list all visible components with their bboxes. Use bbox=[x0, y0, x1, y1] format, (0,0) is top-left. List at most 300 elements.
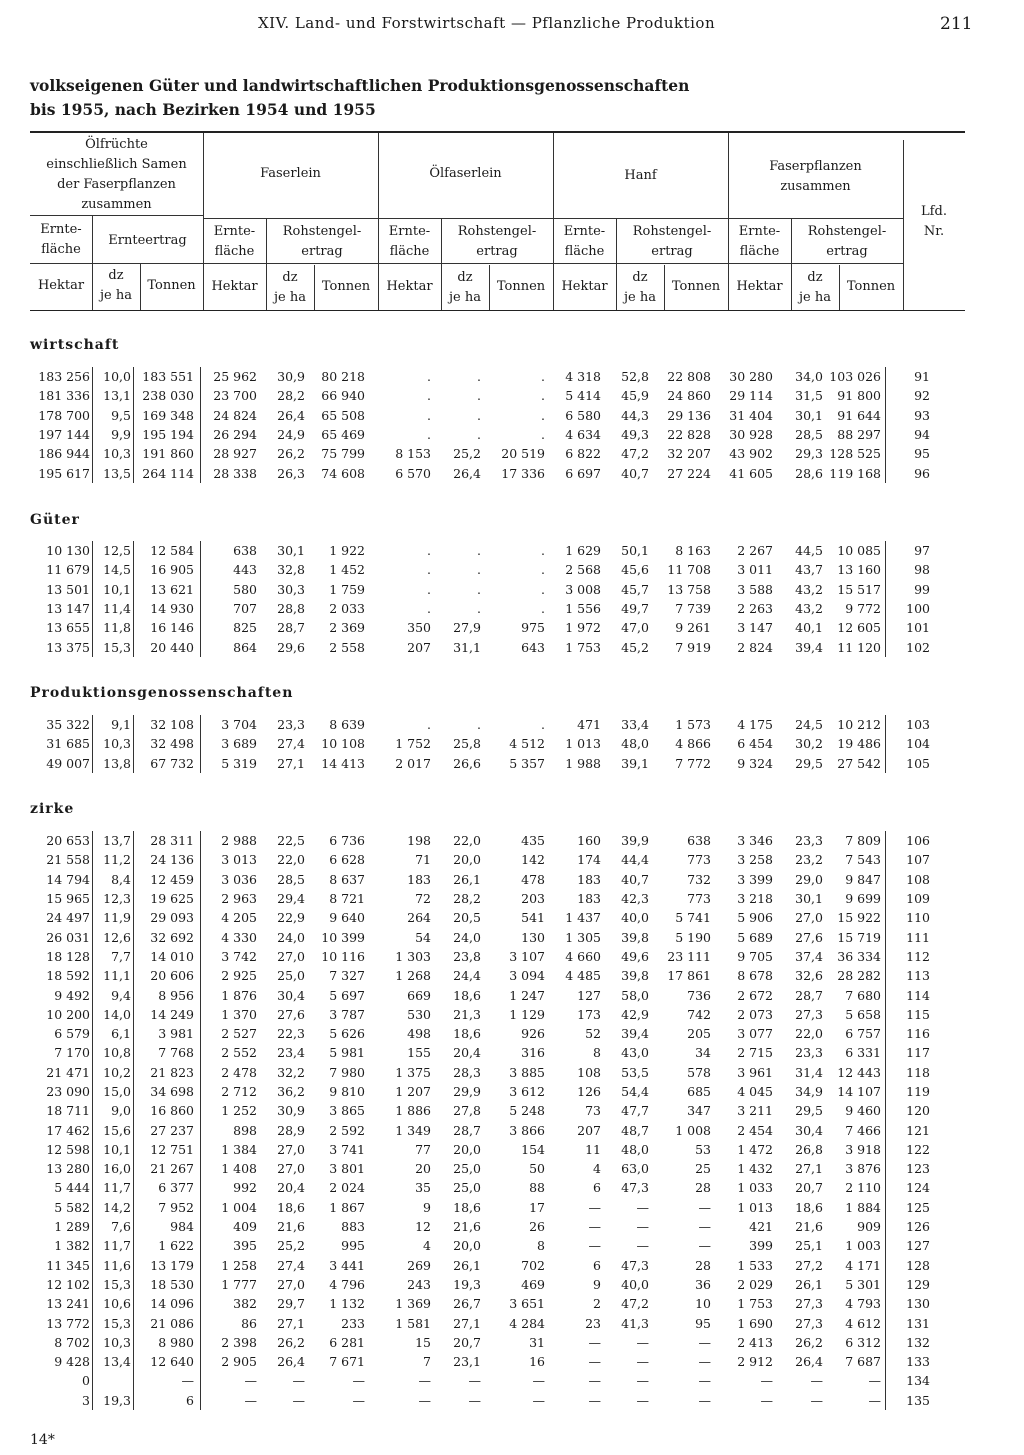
table-cell: 183 bbox=[407, 871, 431, 887]
table-cell: 3 961 bbox=[737, 1064, 773, 1080]
table-cell: 3 077 bbox=[737, 1026, 773, 1042]
table-cell: — bbox=[636, 1373, 649, 1389]
table-cell: 7 466 bbox=[845, 1122, 881, 1138]
table-cell: 29,3 bbox=[795, 446, 823, 462]
table-cell: 1 753 bbox=[565, 639, 601, 655]
table-cell: — bbox=[698, 1334, 711, 1350]
table-cell: 1 349 bbox=[395, 1122, 431, 1138]
table-cell: 28 bbox=[695, 1180, 711, 1196]
table-cell: 18,6 bbox=[453, 1026, 481, 1042]
header-erntefläche: Ernte- fläche bbox=[563, 224, 606, 259]
table-row bbox=[30, 1159, 934, 1178]
table-cell: 11 bbox=[585, 1141, 601, 1157]
table-cell: 25 bbox=[695, 1161, 711, 1177]
table-cell: 3 865 bbox=[329, 1103, 365, 1119]
table-cell: 1 437 bbox=[565, 910, 601, 926]
table-row bbox=[30, 947, 934, 966]
table-cell: 39,8 bbox=[621, 929, 649, 945]
table-cell: 94 bbox=[886, 425, 935, 444]
table-cell: — bbox=[588, 1238, 601, 1254]
table-cell: 6 757 bbox=[845, 1026, 881, 1042]
table-cell: 28,7 bbox=[795, 987, 823, 1003]
table-cell: 21 558 bbox=[46, 852, 90, 868]
table-cell: 107 bbox=[886, 850, 935, 869]
table-cell: 41,3 bbox=[621, 1315, 649, 1331]
table-cell: 26,2 bbox=[277, 1334, 305, 1350]
table-cell: 20,7 bbox=[453, 1334, 481, 1350]
table-cell: 8 702 bbox=[54, 1334, 90, 1350]
table-cell: 18,6 bbox=[277, 1199, 305, 1215]
table-cell: 1 008 bbox=[675, 1122, 711, 1138]
table-cell: 13,7 bbox=[93, 831, 134, 850]
table-cell: . bbox=[541, 601, 545, 617]
table-cell: 173 bbox=[577, 1006, 601, 1022]
table-cell: 2 073 bbox=[737, 1006, 773, 1022]
table-cell: 17 bbox=[529, 1199, 545, 1215]
table-cell: 65 469 bbox=[321, 427, 365, 443]
table-cell: — bbox=[588, 1354, 601, 1370]
table-cell: — bbox=[588, 1373, 601, 1389]
table-cell: . bbox=[427, 388, 431, 404]
table-cell: 23,4 bbox=[277, 1045, 305, 1061]
table-cell: 233 bbox=[341, 1315, 365, 1331]
header-rohstengelertrag: Rohstengel- ertrag bbox=[807, 224, 887, 259]
table-cell: 27,0 bbox=[277, 1141, 305, 1157]
table-cell: 643 bbox=[521, 639, 545, 655]
section-label-wirtschaft: wirtschaft bbox=[30, 337, 120, 353]
table-cell: 33,4 bbox=[621, 717, 649, 733]
table-cell: 2 712 bbox=[201, 1082, 262, 1101]
table-cell: 15 bbox=[415, 1334, 431, 1350]
table-cell: 183 551 bbox=[134, 367, 201, 386]
table-cell: — bbox=[760, 1373, 773, 1389]
table-cell: — bbox=[201, 1391, 262, 1410]
table-cell: 53 bbox=[695, 1141, 711, 1157]
table-cell: 20 440 bbox=[134, 637, 201, 656]
table-cell: 19 625 bbox=[134, 889, 201, 908]
table-cell: 4 660 bbox=[565, 948, 601, 964]
table-cell: 26,4 bbox=[453, 465, 481, 481]
table-cell: 15,0 bbox=[93, 1082, 134, 1101]
table-cell: 7 768 bbox=[134, 1043, 201, 1062]
table-cell: 2 398 bbox=[201, 1333, 262, 1352]
table-cell: — bbox=[352, 1373, 365, 1389]
table-cell: 15,3 bbox=[93, 1275, 134, 1294]
table-cell: 3 441 bbox=[329, 1257, 365, 1273]
table-cell: 2 672 bbox=[737, 987, 773, 1003]
table-cell: 197 144 bbox=[38, 427, 90, 443]
table-cell: 23 bbox=[585, 1315, 601, 1331]
table-cell: 14,5 bbox=[93, 560, 134, 579]
table-cell: — bbox=[698, 1354, 711, 1370]
table-cell: 207 bbox=[577, 1122, 601, 1138]
table-cell: 24 136 bbox=[134, 850, 201, 869]
table-cell: 5 582 bbox=[54, 1199, 90, 1215]
table-cell: 4 866 bbox=[675, 736, 711, 752]
table-cell: 13 621 bbox=[134, 580, 201, 599]
data-table-bezirke bbox=[30, 831, 934, 1410]
table-cell: 3 801 bbox=[329, 1161, 365, 1177]
unit-tonnen: Tonnen bbox=[496, 279, 546, 294]
table-cell: 10 399 bbox=[321, 929, 365, 945]
header-faserpflanzen: Faserpflanzen zusammen bbox=[769, 159, 862, 194]
table-cell: 13 758 bbox=[667, 581, 711, 597]
table-cell: . bbox=[477, 717, 481, 733]
table-cell: 132 bbox=[886, 1333, 935, 1352]
table-cell: 11,8 bbox=[93, 618, 134, 637]
table-cell: 54,4 bbox=[621, 1084, 649, 1099]
table-cell: 5 981 bbox=[329, 1045, 365, 1061]
table-cell: 40,7 bbox=[621, 871, 649, 887]
table-cell: 5 658 bbox=[845, 1006, 881, 1022]
table-cell: 1 759 bbox=[329, 581, 365, 597]
table-cell: 40,0 bbox=[621, 910, 649, 926]
table-cell: 27,6 bbox=[795, 929, 823, 945]
table-cell: 18 128 bbox=[46, 948, 90, 964]
table-cell: 125 bbox=[886, 1198, 935, 1217]
table-cell: — bbox=[418, 1373, 431, 1389]
table-cell: 99 bbox=[886, 580, 935, 599]
table-cell: 18 530 bbox=[134, 1275, 201, 1294]
table-cell: 10 bbox=[695, 1296, 711, 1312]
header-erntefläche: Ernte- fläche bbox=[388, 224, 431, 259]
table-cell: 2 263 bbox=[737, 601, 773, 617]
table-cell: 191 860 bbox=[134, 444, 201, 463]
table-cell: 2 824 bbox=[737, 639, 773, 655]
table-cell: 1 369 bbox=[395, 1296, 431, 1312]
table-cell: 25,0 bbox=[453, 1161, 481, 1177]
table-cell: 91 bbox=[886, 367, 935, 386]
table-cell: 21 823 bbox=[134, 1063, 201, 1082]
table-cell: 14 096 bbox=[134, 1294, 201, 1313]
table-cell: 31,1 bbox=[453, 639, 481, 655]
table-cell: 195 194 bbox=[134, 425, 201, 444]
table-cell: 17 336 bbox=[501, 465, 545, 481]
table-cell: 3 981 bbox=[134, 1024, 201, 1043]
table-row bbox=[30, 386, 934, 405]
table-cell: 183 bbox=[577, 871, 601, 887]
table-cell: 169 348 bbox=[134, 406, 201, 425]
table-cell: 13 375 bbox=[46, 639, 90, 655]
table-cell: 39,4 bbox=[795, 639, 823, 655]
table-cell: 24,0 bbox=[277, 929, 305, 945]
table-row bbox=[30, 889, 934, 908]
table-cell: 106 bbox=[886, 831, 935, 850]
table-cell: 29,6 bbox=[277, 639, 305, 655]
table-row bbox=[30, 985, 934, 1004]
table-cell: 130 bbox=[886, 1294, 935, 1313]
table-cell: 13 280 bbox=[46, 1161, 90, 1177]
table-cell: 3 bbox=[82, 1392, 90, 1408]
table-cell: 124 bbox=[886, 1178, 935, 1197]
data-table-lpg bbox=[30, 715, 934, 773]
table-cell: 669 bbox=[407, 987, 431, 1003]
table-cell: 27 237 bbox=[134, 1120, 201, 1139]
header-ernteertrag: Ernteertrag bbox=[108, 233, 187, 248]
table-cell: 47,2 bbox=[621, 446, 649, 462]
table-cell: 1 033 bbox=[737, 1180, 773, 1196]
table-cell: 45,7 bbox=[621, 581, 649, 597]
table-cell: 100 bbox=[886, 599, 935, 618]
table-cell: 2 963 bbox=[201, 889, 262, 908]
table-cell: 14 413 bbox=[321, 755, 365, 771]
table-cell: 20,0 bbox=[453, 852, 481, 868]
table-cell: 24 860 bbox=[667, 388, 711, 404]
table-cell: 3 918 bbox=[845, 1141, 881, 1157]
table-cell: 73 bbox=[585, 1103, 601, 1119]
table-cell: 4 bbox=[593, 1161, 601, 1177]
table-cell: 11,9 bbox=[93, 908, 134, 927]
table-row bbox=[30, 1275, 934, 1294]
table-row bbox=[30, 715, 934, 734]
table-cell: 8 bbox=[537, 1238, 545, 1254]
table-cell: 23 111 bbox=[667, 948, 711, 964]
table-cell: 207 bbox=[407, 639, 431, 655]
table-cell: 142 bbox=[521, 852, 545, 868]
table-cell: 42,3 bbox=[621, 891, 649, 907]
table-row bbox=[30, 1371, 934, 1390]
table-cell: 13,4 bbox=[93, 1352, 134, 1371]
table-row bbox=[30, 463, 934, 482]
table-cell: 9 699 bbox=[845, 891, 881, 907]
table-cell: 97 bbox=[886, 541, 935, 560]
table-cell: 15 719 bbox=[837, 929, 881, 945]
unit-dz-je-ha: dz je ha bbox=[799, 270, 831, 305]
table-cell: 28,2 bbox=[453, 891, 481, 907]
table-cell: 24 824 bbox=[201, 406, 262, 425]
table-cell: 22,3 bbox=[277, 1026, 305, 1042]
table-cell: — bbox=[636, 1238, 649, 1254]
table-cell: 21,6 bbox=[453, 1219, 481, 1235]
table-cell: 16,0 bbox=[93, 1159, 134, 1178]
table-cell: 9 492 bbox=[54, 987, 90, 1003]
table-cell: 77 bbox=[415, 1141, 431, 1157]
table-cell: 3 013 bbox=[201, 850, 262, 869]
table-cell: 1 573 bbox=[675, 717, 711, 733]
table-cell: 13 655 bbox=[46, 620, 90, 636]
table-cell: 9 772 bbox=[845, 601, 881, 617]
table-row bbox=[30, 734, 934, 753]
table-cell: 16 bbox=[529, 1354, 545, 1370]
table-cell: 9 640 bbox=[329, 910, 365, 926]
table-cell: 742 bbox=[687, 1006, 711, 1022]
table-cell: 30 280 bbox=[729, 369, 773, 385]
header-hanf: Hanf bbox=[624, 168, 657, 183]
table-cell: 28,7 bbox=[277, 620, 305, 636]
table-cell: 16 905 bbox=[134, 560, 201, 579]
table-cell: 25,0 bbox=[277, 968, 305, 984]
table-cell: . bbox=[541, 427, 545, 443]
table-cell: 2 369 bbox=[329, 620, 365, 636]
table-cell: 8 678 bbox=[737, 968, 773, 984]
table-cell: 198 bbox=[407, 833, 431, 849]
table-cell: 6 822 bbox=[565, 446, 601, 462]
table-cell: 7 919 bbox=[675, 639, 711, 655]
table-cell: — bbox=[588, 1199, 601, 1215]
table-cell: 1 972 bbox=[565, 620, 601, 636]
table-cell: 58,0 bbox=[621, 987, 649, 1003]
table-cell: 478 bbox=[521, 871, 545, 887]
table-cell: 1 013 bbox=[737, 1199, 773, 1215]
hline bbox=[203, 218, 903, 219]
table-cell: 40,7 bbox=[621, 465, 649, 481]
table-row bbox=[30, 754, 934, 773]
table-row bbox=[30, 966, 934, 985]
table-cell: 6 331 bbox=[845, 1045, 881, 1061]
table-cell: 34,0 bbox=[795, 369, 823, 385]
table-cell: 36 bbox=[695, 1276, 711, 1292]
table-cell: 45,2 bbox=[621, 639, 649, 655]
table-cell: 12 584 bbox=[134, 541, 201, 560]
table-cell: 40,1 bbox=[795, 620, 823, 636]
table-cell: 6 bbox=[593, 1180, 601, 1196]
table-cell: 2 267 bbox=[737, 543, 773, 559]
table-cell: 30,1 bbox=[277, 543, 305, 559]
table-cell: 13,1 bbox=[93, 386, 134, 405]
table-cell: 498 bbox=[407, 1026, 431, 1042]
table-cell: 32 692 bbox=[134, 927, 201, 946]
table-cell: 18 711 bbox=[46, 1103, 90, 1119]
table-cell: 736 bbox=[687, 987, 711, 1003]
table-cell: 23,3 bbox=[795, 1045, 823, 1061]
table-row bbox=[30, 908, 934, 927]
table-cell: 29 136 bbox=[667, 407, 711, 423]
table-cell: — bbox=[698, 1373, 711, 1389]
table-cell: 2 017 bbox=[395, 755, 431, 771]
table-cell: 3 651 bbox=[509, 1296, 545, 1312]
table-cell: . bbox=[427, 601, 431, 617]
table-cell: 20,5 bbox=[453, 910, 481, 926]
table-cell: 9 bbox=[423, 1199, 431, 1215]
table-cell: 22,9 bbox=[277, 910, 305, 926]
table-cell: 3 866 bbox=[509, 1122, 545, 1138]
unit-hektar: Hektar bbox=[211, 279, 258, 294]
table-cell: 119 168 bbox=[829, 465, 881, 481]
table-cell: 421 bbox=[749, 1219, 773, 1235]
table-cell: 21,3 bbox=[453, 1006, 481, 1022]
table-cell: 74 608 bbox=[321, 465, 365, 481]
header-faserlein: Faserlein bbox=[260, 166, 321, 181]
table-cell: . bbox=[541, 581, 545, 597]
table-cell: 110 bbox=[886, 908, 935, 927]
table-cell: 10,2 bbox=[93, 1063, 134, 1082]
unit-hektar: Hektar bbox=[561, 279, 608, 294]
table-cell: 10 108 bbox=[321, 736, 365, 752]
table-cell: 27,0 bbox=[277, 948, 305, 964]
table-cell: 26 294 bbox=[201, 425, 262, 444]
table-cell: 40,0 bbox=[621, 1276, 649, 1292]
table-cell: 638 bbox=[201, 541, 262, 560]
table-cell: 108 bbox=[577, 1064, 601, 1080]
table-row bbox=[30, 850, 934, 869]
table-cell: . bbox=[427, 407, 431, 423]
table-cell: 2 478 bbox=[201, 1063, 262, 1082]
table-cell: 16 860 bbox=[134, 1101, 201, 1120]
table-cell: 707 bbox=[201, 599, 262, 618]
table-cell: 24 497 bbox=[46, 910, 90, 926]
table-cell: 30 928 bbox=[729, 427, 773, 443]
table-cell: 95 bbox=[695, 1315, 711, 1331]
hline bbox=[30, 215, 203, 216]
table-cell: 898 bbox=[201, 1120, 262, 1139]
table-cell: 19,3 bbox=[93, 1391, 134, 1410]
table-cell: 43,2 bbox=[795, 581, 823, 597]
table-cell: 36,2 bbox=[277, 1084, 305, 1099]
table-cell: 23,3 bbox=[795, 833, 823, 849]
table-cell: 1 622 bbox=[134, 1236, 201, 1255]
table-cell: 20 bbox=[415, 1161, 431, 1177]
table-cell: 30,1 bbox=[795, 891, 823, 907]
table-cell: 24,0 bbox=[453, 929, 481, 945]
table-cell: 11,7 bbox=[93, 1236, 134, 1255]
table-cell: 50,1 bbox=[621, 543, 649, 559]
table-cell: 12,5 bbox=[93, 541, 134, 560]
table-cell: 10,3 bbox=[93, 1333, 134, 1352]
table-cell: 22,0 bbox=[453, 833, 481, 849]
table-cell: 32,6 bbox=[795, 968, 823, 984]
section-label-gueter: Güter bbox=[30, 512, 80, 528]
table-cell: 96 bbox=[886, 463, 935, 482]
table-cell: 1 382 bbox=[54, 1238, 90, 1254]
table-cell: — bbox=[760, 1392, 773, 1408]
table-cell: 37,4 bbox=[795, 948, 823, 964]
table-row bbox=[30, 1178, 934, 1197]
table-cell: 7,6 bbox=[93, 1217, 134, 1236]
table-cell: 10 130 bbox=[46, 543, 90, 559]
table-cell: — bbox=[468, 1373, 481, 1389]
table-row bbox=[30, 870, 934, 889]
table-cell: 1 004 bbox=[201, 1198, 262, 1217]
table-cell: 127 bbox=[886, 1236, 935, 1255]
table-cell: 174 bbox=[577, 852, 601, 868]
table-cell: 530 bbox=[407, 1006, 431, 1022]
table-cell: 2 024 bbox=[329, 1180, 365, 1196]
table-cell: 186 944 bbox=[38, 446, 90, 462]
table-cell: 28 282 bbox=[837, 968, 881, 984]
table-cell: 6 312 bbox=[845, 1334, 881, 1350]
table-cell: 36 334 bbox=[837, 948, 881, 964]
running-head: XIV. Land- und Forstwirtschaft — Pflanzliche Produktion bbox=[258, 14, 716, 32]
table-cell: — bbox=[588, 1392, 601, 1408]
table-cell: 9,1 bbox=[93, 715, 134, 734]
table-cell: 1 268 bbox=[395, 968, 431, 984]
table-cell: 382 bbox=[201, 1294, 262, 1313]
table-cell: 702 bbox=[521, 1257, 545, 1273]
table-cell: 909 bbox=[857, 1219, 881, 1235]
unit-tonnen: Tonnen bbox=[321, 279, 371, 294]
table-cell: 30,1 bbox=[795, 407, 823, 423]
table-cell: 49 007 bbox=[46, 755, 90, 771]
table-cell: 27,8 bbox=[453, 1103, 481, 1119]
table-cell: 27,3 bbox=[795, 1296, 823, 1312]
table-cell: 2 925 bbox=[201, 966, 262, 985]
table-cell: 34 bbox=[695, 1045, 711, 1061]
table-cell: 52,8 bbox=[621, 369, 649, 385]
table-cell: . bbox=[541, 369, 545, 385]
table-cell: 103 026 bbox=[829, 369, 881, 385]
table-cell: 21,6 bbox=[277, 1219, 305, 1235]
table-cell: 26,1 bbox=[453, 871, 481, 887]
table-cell: 580 bbox=[201, 580, 262, 599]
table-row bbox=[30, 367, 934, 386]
table-cell: 409 bbox=[201, 1217, 262, 1236]
table-cell: — bbox=[636, 1199, 649, 1215]
table-cell: — bbox=[698, 1199, 711, 1215]
table-row bbox=[30, 580, 934, 599]
table-cell: 28,3 bbox=[453, 1064, 481, 1080]
table-cell: 7 739 bbox=[675, 601, 711, 617]
table-cell: 6 570 bbox=[395, 465, 431, 481]
